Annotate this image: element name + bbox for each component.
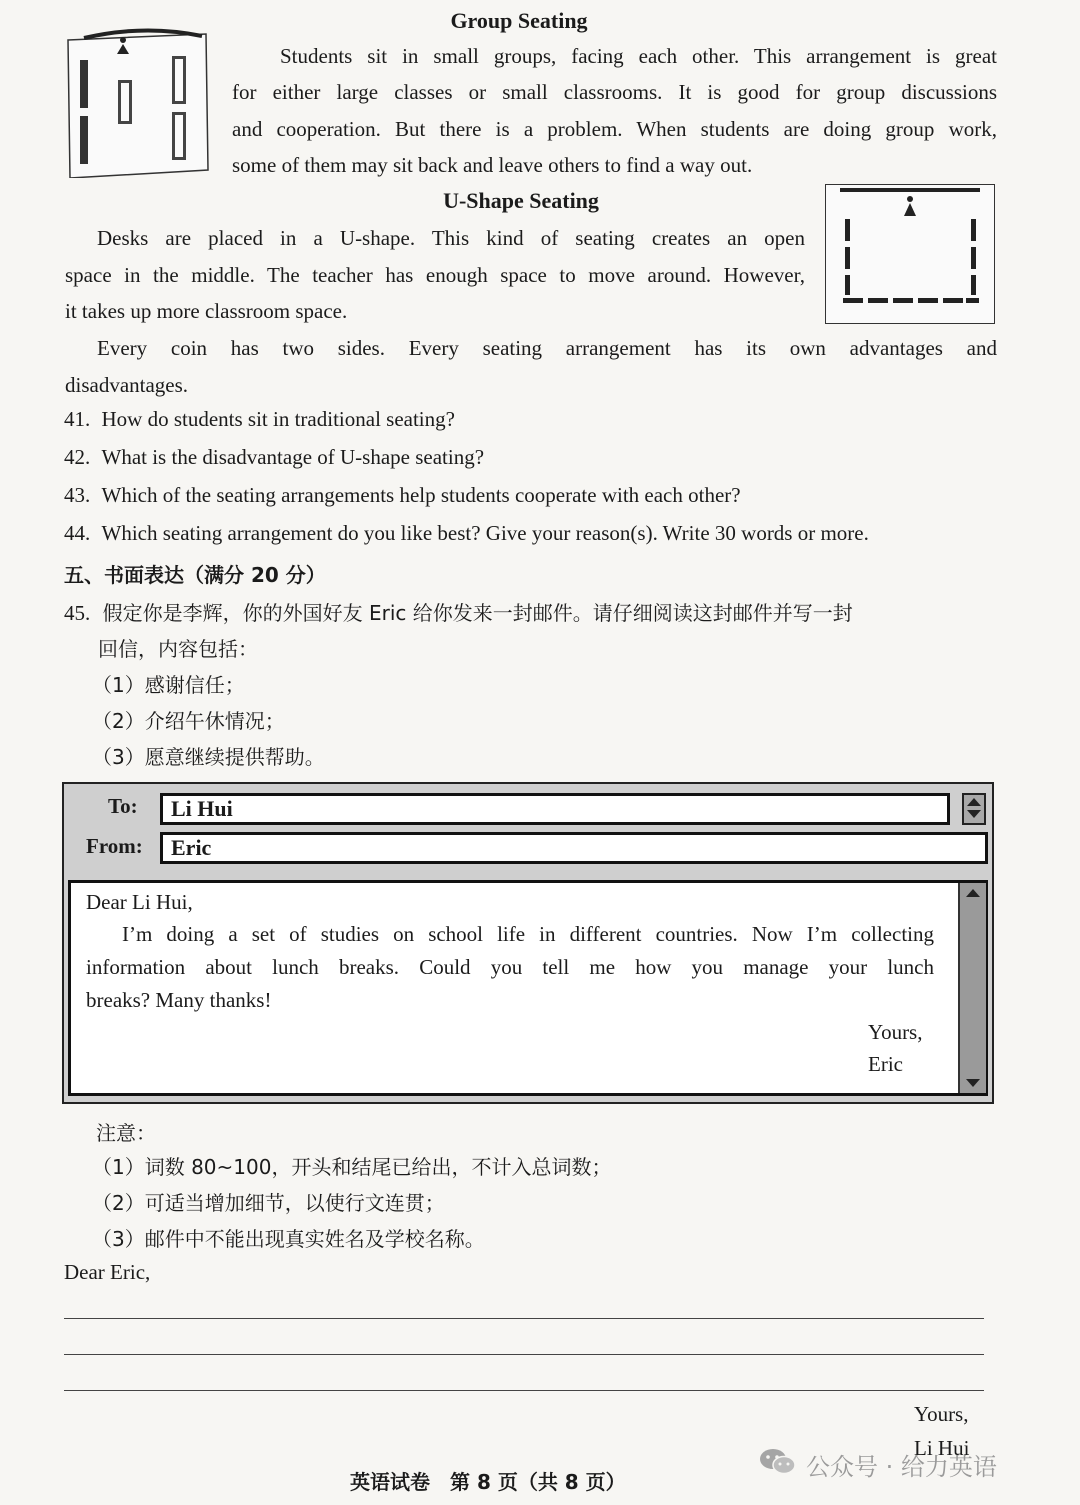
notes-item-2: （2）可适当增加细节，以使行文连贯； xyxy=(92,1191,445,1215)
u-shape-title: U-Shape Seating xyxy=(443,188,599,213)
question-44 xyxy=(64,521,869,546)
notes-item-1: （1）词数 80~100，开头和结尾已给出，不计入总词数； xyxy=(92,1155,612,1179)
group-seating-lines xyxy=(232,74,997,184)
page-footer: 英语试卷 第 8 页（共 8 页） xyxy=(350,1470,626,1494)
section5-heading: 五、书面表达（满分 20 分） xyxy=(64,563,326,587)
notes-item-3: （3）邮件中不能出现真实姓名及学校名称。 xyxy=(92,1227,485,1251)
reply-signature: Li Hui xyxy=(914,1436,970,1460)
wechat-icon xyxy=(758,1446,798,1478)
reply-closing: Yours, xyxy=(914,1402,969,1426)
email-body-text xyxy=(86,918,934,1017)
group-line-1: Students sit in small groups, facing each other. This arrangement is great xyxy=(280,44,997,68)
question-number: 41. xyxy=(64,407,91,431)
q45-line-2: 回信，内容包括： xyxy=(98,637,258,661)
email-signature: Eric xyxy=(868,1052,903,1076)
email-closing: Yours, xyxy=(868,1020,923,1044)
scroll-down-arrow-icon[interactable] xyxy=(966,1079,980,1087)
email-line-1: I’m doing a set of studies on school life in different countries. Now I’m collecting xyxy=(122,922,934,946)
question-43 xyxy=(64,483,741,508)
to-field[interactable]: Li Hui xyxy=(160,793,950,825)
question-41 xyxy=(64,407,455,432)
scroll-up-arrow-icon[interactable] xyxy=(966,889,980,897)
u-shape-paragraph xyxy=(65,220,805,330)
question-42 xyxy=(64,445,484,470)
to-label: To: xyxy=(108,794,138,818)
email-line-3: breaks? Many thanks! xyxy=(86,988,272,1012)
group-seating-title: Group Seating xyxy=(450,8,588,33)
from-field[interactable]: Eric xyxy=(160,832,988,864)
writing-line[interactable] xyxy=(64,1354,984,1355)
q45-item-3: （3）愿意继续提供帮助。 xyxy=(92,745,325,769)
group-line-4: some of them may sit back and leave others to find a way out. xyxy=(232,153,753,177)
q45-line-1 xyxy=(64,597,853,626)
u-line-2: space in the middle. The teacher has enough space to move around. However, xyxy=(65,262,805,287)
writing-line[interactable] xyxy=(64,1318,984,1319)
group-line-3: and cooperation. But there is a problem. When students are doing group work, xyxy=(232,116,997,141)
q45-item-1: （1）感谢信任； xyxy=(92,673,245,697)
conclusion-line-1: Every coin has two sides. Every seating arrangement has its own advantages and xyxy=(97,336,997,360)
question-number: 42. xyxy=(64,445,91,469)
email-line-2: information about lunch breaks. Could you tell me how you manage your lunch xyxy=(86,955,934,979)
question-number: 43. xyxy=(64,483,91,507)
from-label: From: xyxy=(86,834,143,858)
u-line-3: it takes up more classroom space. xyxy=(65,299,348,323)
reply-greeting: Dear Eric, xyxy=(64,1260,151,1284)
watermark-text: 公众号 · 给力英语 xyxy=(806,1453,997,1481)
u-shape-diagram xyxy=(825,184,995,324)
q45-text: 假定你是李辉，你的外国好友 Eric 给你发来一封邮件。请仔细阅读这封邮件并写一封 xyxy=(102,601,853,625)
question-number: 44. xyxy=(64,521,91,545)
group-line-2: for either large classes or small classrooms. It is good for group discussions xyxy=(232,80,997,104)
q45-number: 45. xyxy=(64,601,91,625)
writing-line[interactable] xyxy=(64,1390,984,1391)
to-field-scroll[interactable] xyxy=(962,793,986,825)
conclusion-line-2: disadvantages. xyxy=(65,372,189,397)
group-seating-diagram xyxy=(64,26,210,178)
q45-item-2: （2）介绍午休情况； xyxy=(92,709,285,733)
notes-heading: 注意： xyxy=(96,1121,156,1145)
email-greeting: Dear Li Hui, xyxy=(86,890,193,914)
question-text: Which seating arrangement do you like best? Give your reason(s). Write 30 words or more. xyxy=(101,521,869,545)
email-body-scrollbar[interactable] xyxy=(958,883,986,1093)
conclusion-paragraph xyxy=(65,330,997,403)
question-text: How do students sit in traditional seating? xyxy=(101,407,455,431)
group-seating-paragraph xyxy=(232,38,997,75)
question-text: Which of the seating arrangements help students cooperate with each other? xyxy=(101,483,741,507)
u-line-1: Desks are placed in a U-shape. This kind of seating creates an open xyxy=(97,226,805,250)
scroll-down-arrow-icon[interactable] xyxy=(967,810,981,818)
question-text: What is the disadvantage of U-shape seating? xyxy=(101,445,485,469)
scroll-up-arrow-icon[interactable] xyxy=(967,798,981,806)
